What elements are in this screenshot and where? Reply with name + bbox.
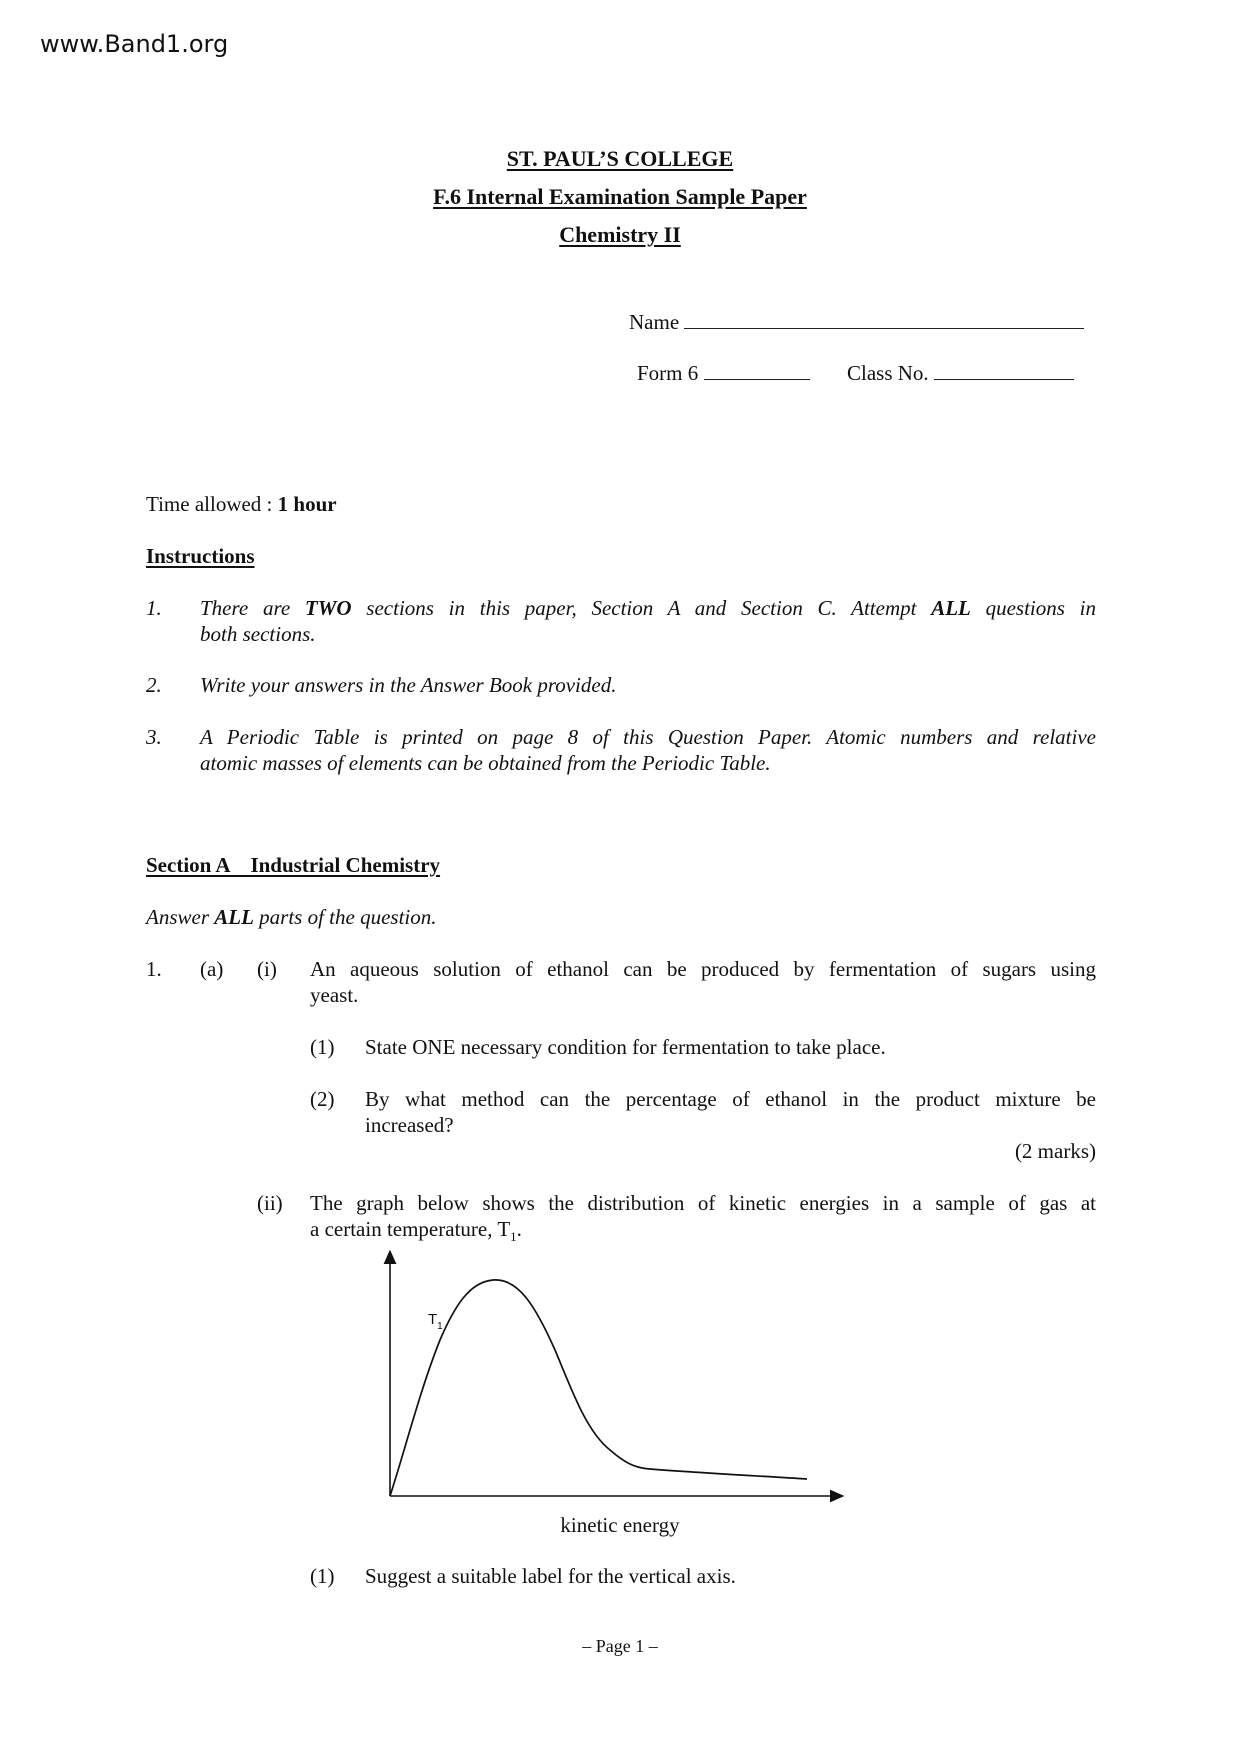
question-1a-ii-label: (ii) <box>257 1191 283 1215</box>
section-a-instruction: Answer ALL parts of the question. <box>146 905 437 929</box>
section-a-heading: Section A Industrial Chemistry <box>146 853 441 877</box>
class-no-blank[interactable] <box>934 363 1074 380</box>
class-no-field[interactable] <box>847 361 1074 386</box>
form-blank[interactable] <box>704 363 810 380</box>
form-label: Form 6 <box>637 361 699 385</box>
page-number: – Page 1 – <box>582 1636 658 1656</box>
class-no-label: Class No. <box>847 361 929 385</box>
form-field[interactable] <box>637 361 810 386</box>
time-value: 1 hour <box>277 492 337 516</box>
instruction-2-text: Write your answers in the Answer Book provided. <box>200 673 617 697</box>
name-label: Name <box>629 310 680 334</box>
name-field[interactable] <box>629 310 1084 335</box>
question-1a-i-1-text: State ONE necessary condition for fermentation to take place. <box>365 1035 886 1059</box>
instructions-heading: Instructions <box>146 544 255 568</box>
question-1a-i-line2: yeast. <box>310 983 359 1007</box>
question-1-num: 1. <box>146 957 162 981</box>
t1-label: $T_1$ <box>428 1311 443 1332</box>
question-1a-ii-1-num: (1) <box>310 1564 335 1588</box>
question-1a-ii-line2: a certain temperature, $T_1$. <box>310 1217 522 1245</box>
question-1a-i-2-num: (2) <box>310 1087 335 1111</box>
question-1a-i-2-line2: increased? <box>365 1113 454 1137</box>
instruction-1-line2: both sections. <box>200 622 316 646</box>
question-1a-ii-1-text: Suggest a suitable label for the vertical axis. <box>365 1564 736 1588</box>
instruction-3-num: 3. <box>146 725 162 749</box>
paper-title: F.6 Internal Examination Sample Paper <box>433 184 807 209</box>
question-1a-ii-line1: The graph below shows the distribution of kinetic energies in a sample of gas at <box>310 1191 1096 1215</box>
time-allowed <box>146 491 337 517</box>
watermark-url: www.Band1.org <box>40 30 229 58</box>
instruction-3-line2: atomic masses of elements can be obtained from the Periodic Table. <box>200 751 771 775</box>
instruction-3-line1: A Periodic Table is printed on page 8 of this Question Paper. Atomic numbers and relative <box>200 725 1096 749</box>
x-axis-label: kinetic energy <box>560 1513 680 1537</box>
time-label: Time allowed : <box>146 492 273 516</box>
subject-title: Chemistry II <box>559 222 681 247</box>
question-1a-i-label: (i) <box>257 957 277 981</box>
instruction-1-line1: There are TWO sections in this paper, Section A and Section C. Attempt ALL questions in <box>200 596 1096 620</box>
question-1a-label: (a) <box>200 957 224 981</box>
question-1a-i-line1: An aqueous solution of ethanol can be produced by fermentation of sugars using <box>310 957 1096 981</box>
question-1a-i-1-num: (1) <box>310 1035 335 1059</box>
school-name: ST. PAUL’S COLLEGE <box>506 146 734 171</box>
name-blank[interactable] <box>684 312 1084 329</box>
instruction-1-num: 1. <box>146 596 162 620</box>
marks-label: (2 marks) <box>1014 1139 1096 1163</box>
instruction-2-num: 2. <box>146 673 162 697</box>
question-1a-i-2-line1: By what method can the percentage of ethanol in the product mixture be <box>365 1087 1096 1111</box>
kinetic-energy-distribution-chart <box>370 1250 850 1510</box>
t1-curve <box>390 1280 807 1496</box>
